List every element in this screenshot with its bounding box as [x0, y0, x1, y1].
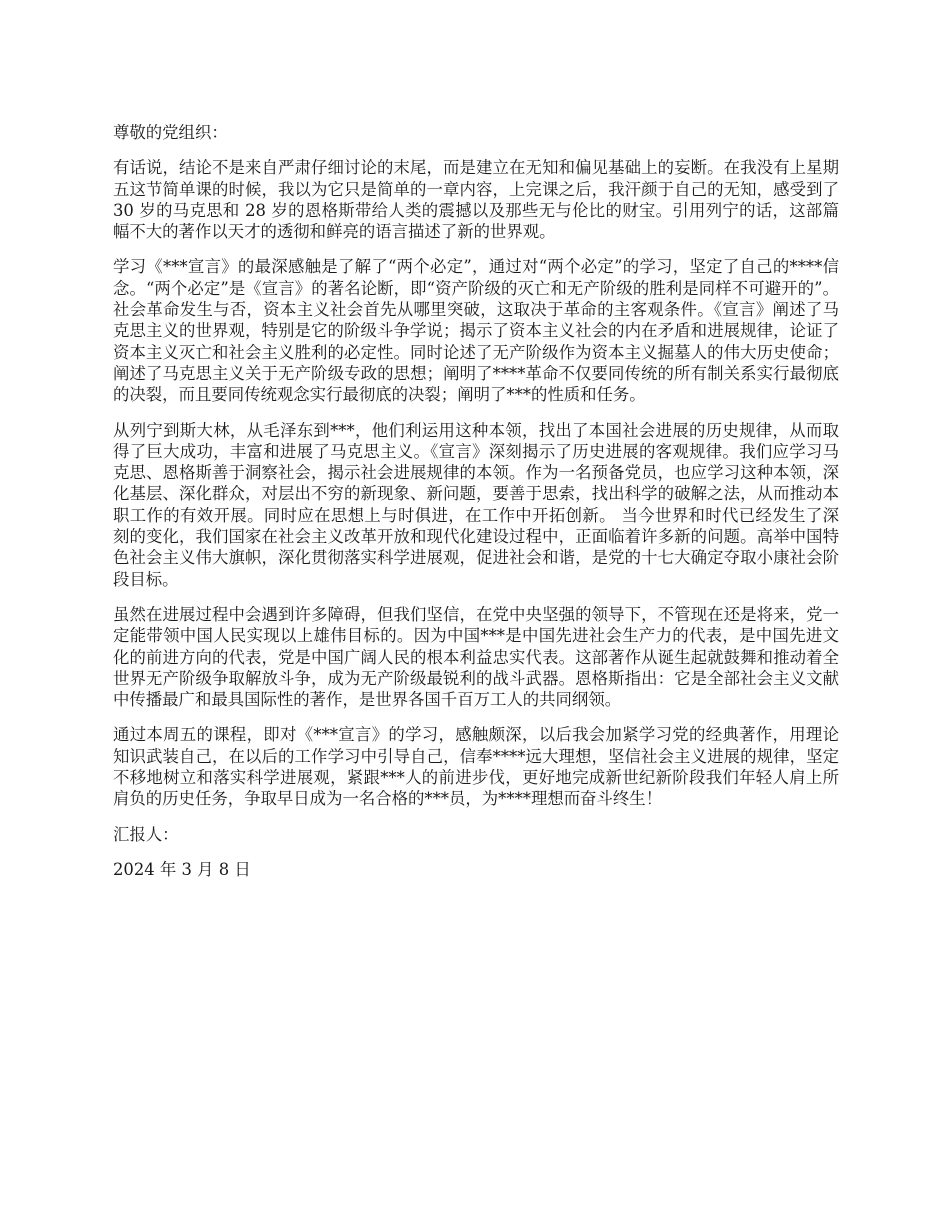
- paragraph-2: 学习《***宣言》的最深感触是了解了“两个必定”，通过对“两个必定”的学习，坚定了自己的****信念。“两个必定”是《宣言》的著名论断，即“资产阶级的灭亡和无产阶级的胜利是同样不可避开的”。社会革命发生与否，资本主义社会首先从哪里突破，这取决于革命的主客观条件。《宣言》阐述了马克思主义的世界观，特别是它的阶级斗争学说；揭示了资本主义社会的内在矛盾和进展规律，论证了资本主义灭亡和社会主义胜利的必定性。同时论述了无产阶级作为资本主义掘墓人的伟大历史使命；阐述了马克思主义关于无产阶级专政的思想；阐明了****革命不仅要同传统的所有制关系实行最彻底的决裂，而且要同传统观念实行最彻底的决裂；阐明了***的性质和任务。: [113, 257, 839, 405]
- report-date: 2024 年 3 月 8 日: [113, 859, 251, 879]
- paragraph-3: 从列宁到斯大林，从毛泽东到***，他们利运用这种本领，找出了本国社会进展的历史规律，从而取得了巨大成功，丰富和进展了马克思主义。《宣言》深刻揭示了历史进展的客观规律。我们应学习马克思、恩格斯善于洞察社会，揭示社会进展规律的本领。作为一名预备党员，也应学习这种本领，深化基层、深化群众，对层出不穷的新现象、新问题，要善于思索，找出科学的破解之法，从而推动本职工作的有效开展。同时应在思想上与时俱进，在工作中开拓创新。 当今世界和时代已经发生了深刻的变化，我们国家在社会主义改革开放和现代化建设过程中，正面临着许多新的问题。高举中国特色社会主义伟大旗帜，深化贯彻落实科学进展观，促进社会和谐，是党的十七大确定夺取小康社会阶段目标。: [113, 420, 839, 589]
- paragraph-5: 通过本周五的课程，即对《***宣言》的学习，感触颇深，以后我会加紧学习党的经典著作，用理论知识武装自己，在以后的工作学习中引导自己，信奉****远大理想，坚信社会主义进展的规律，坚定不移地树立和落实科学进展观，紧跟***人的前进步伐，更好地完成新世纪新阶段我们年轻人肩上所肩负的历史任务，争取早日成为一名合格的***员，为****理想而奋斗终生！: [113, 725, 839, 809]
- document-body: [113, 122, 839, 894]
- salutation: 尊敬的党组织：: [113, 123, 228, 142]
- reporter-label: 汇报人：: [113, 824, 179, 844]
- paragraph-4: 虽然在进展过程中会遇到许多障碍，但我们坚信，在党中央坚强的领导下，不管现在还是将来，党一定能带领中国人民实现以上雄伟目标的。因为中国***是中国先进社会生产力的代表，是中国先进文化的前进方向的代表，党是中国广阔人民的根本利益忠实代表。这部著作从诞生起就鼓舞和推动着全世界无产阶级争取解放斗争，成为无产阶级最锐利的战斗武器。恩格斯指出：它是全部社会主义文献中传播最广和最具国际性的著作，是世界各国千百万工人的共同纲领。: [113, 604, 839, 710]
- paragraph-1: 有话说，结论不是来自严肃仔细讨论的末尾，而是建立在无知和偏见基础上的妄断。在我没有上星期五这节简单课的时候，我以为它只是简单的一章内容，上完课之后，我汗颜于自己的无知，感受到了 30 岁的马克思和 28 岁的恩格斯带给人类的震撼以及那些无与伦比的财宝。引用列宁的话，这部篇幅不大的著作以天才的透彻和鲜亮的语言描述了新的世界观。: [113, 158, 839, 242]
